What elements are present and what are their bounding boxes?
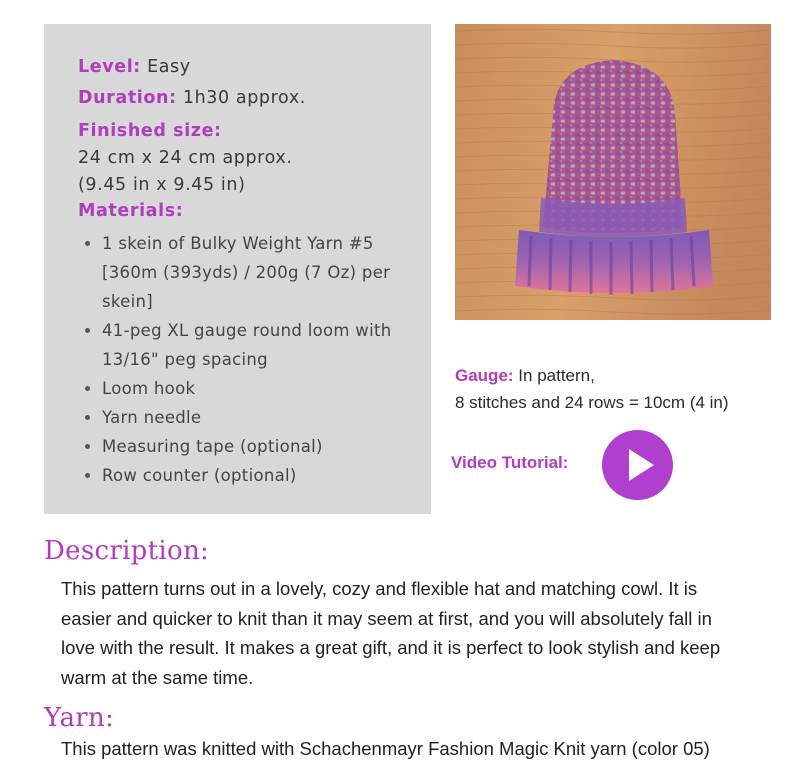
material-item: Yarn needle (78, 403, 431, 432)
gauge-label: Gauge: (455, 366, 514, 385)
yarn-text: This pattern was knitted with Schachenmayr Fashion Magic Knit yarn (color 05) (61, 738, 710, 759)
pattern-info-panel (44, 24, 431, 514)
yarn-heading: Yarn: (44, 703, 115, 733)
video-play-button[interactable] (602, 430, 673, 500)
material-item-continued: [360m (393yds) / 200g (7 Oz) per skein] (102, 263, 391, 311)
material-item: Row counter (optional) (78, 461, 431, 490)
level-label: Level: (78, 57, 141, 77)
description-text: This pattern turns out in a lovely, cozy and flexible hat and matching cowl. It is easier and quicker to knit than it may seem at first, and you will absolutely fall in love with the result. It makes a great gift, and it is perfect to look stylish and keep warm at the same time. (61, 578, 721, 688)
finished-size-label: Finished size: (78, 121, 222, 141)
level-row (78, 57, 191, 77)
duration-value: 1h30 approx. (182, 88, 306, 108)
knitted-hat-photo (455, 24, 771, 320)
video-tutorial-label: Video Tutorial: (451, 453, 569, 472)
duration-label: Duration: (78, 88, 177, 108)
gauge-line2: 8 stitches and 24 rows = 10cm (4 in) (455, 393, 729, 412)
materials-label: Materials: (78, 201, 184, 221)
finished-size-metric: 24 cm x 24 cm approx. (78, 148, 293, 168)
material-item: Measuring tape (optional) (78, 432, 431, 461)
gauge-line1: In pattern, (518, 366, 595, 385)
play-icon (602, 430, 673, 500)
material-item: 1 skein of Bulky Weight Yarn #5 (78, 229, 431, 258)
description-heading: Description: (44, 536, 210, 566)
material-item: 41-peg XL gauge round loom with (78, 316, 431, 345)
gauge-info (455, 362, 729, 416)
duration-row (78, 88, 306, 108)
material-item: Loom hook (78, 374, 431, 403)
level-value: Easy (147, 57, 191, 77)
materials-list (78, 229, 431, 490)
finished-size-imperial: (9.45 in x 9.45 in) (78, 175, 246, 195)
material-item-continued: 13/16" peg spacing (102, 350, 268, 369)
